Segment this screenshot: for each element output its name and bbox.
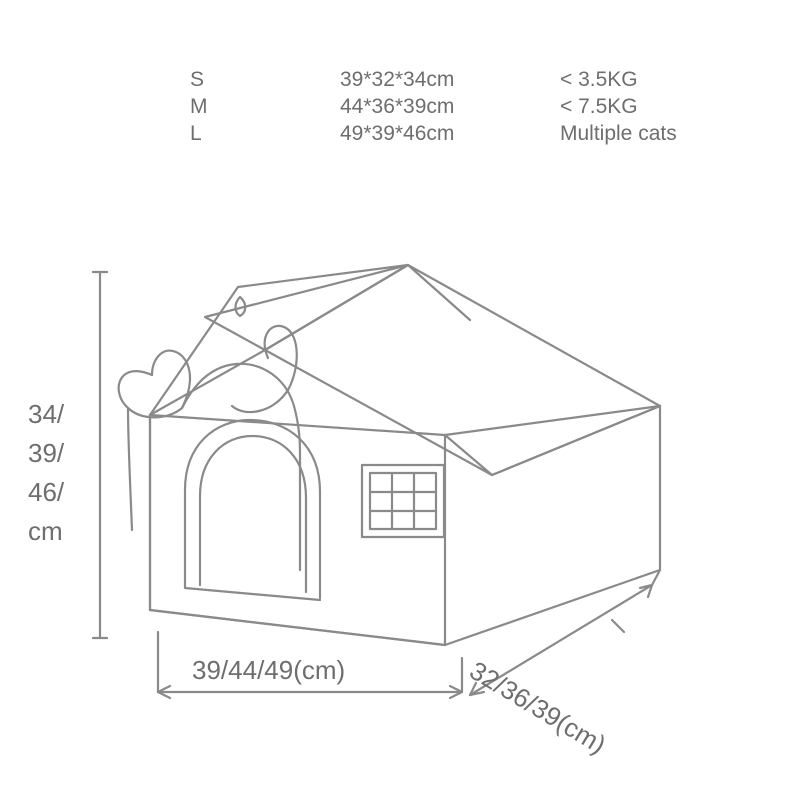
height-label [28, 395, 64, 551]
weight-m: < 7.5KG [560, 95, 638, 118]
window [362, 465, 444, 537]
spec-column-weights [560, 66, 770, 147]
dimension-m: 44*36*39cm [340, 95, 455, 118]
size-label-l: L [190, 122, 202, 145]
height-label-line-1: 34/ [28, 399, 65, 429]
height-label-line-3: 46/ [28, 477, 65, 507]
size-label-m: M [190, 95, 208, 118]
weight-s: < 3.5KG [560, 68, 638, 91]
depth-label: 32/36/39(cm) [464, 655, 612, 760]
house-line-art [0, 240, 800, 760]
height-label-line-4: cm [28, 516, 63, 546]
height-label-line-2: 39/ [28, 438, 65, 468]
weight-l: Multiple cats [560, 122, 677, 145]
size-spec-table [190, 66, 770, 147]
height-dimension-line [93, 272, 107, 638]
dimension-l: 49*39*46cm [340, 122, 455, 145]
house-drawing [0, 240, 800, 760]
spec-column-dimensions [340, 66, 560, 147]
size-label-s: S [190, 68, 205, 91]
spec-column-sizes [190, 66, 340, 147]
dimension-s: 39*32*34cm [340, 68, 455, 91]
width-label: 39/44/49(cm) [192, 655, 346, 685]
